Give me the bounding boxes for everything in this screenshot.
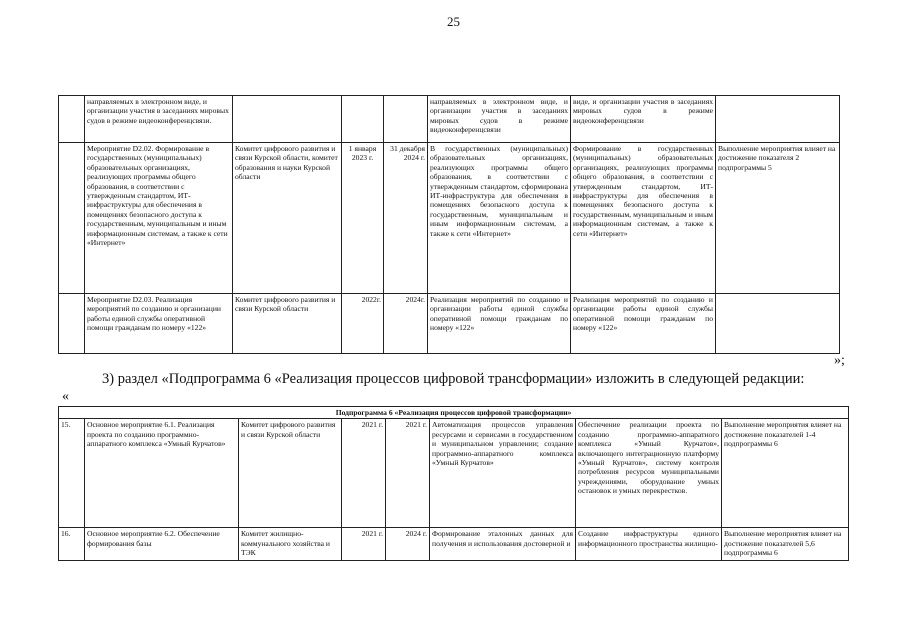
event-cell: Основное мероприятие 6.1. Реализация проекта по созданию программно-аппаратного комплекса «Умный Курчатов» [85, 419, 239, 528]
end-date-cell: 2024 г. [386, 528, 430, 561]
start-date-cell: 2021 г. [342, 528, 386, 561]
event-cell: направляемых в электронном виде, и организации участия в заседаниях мировых судов в режиме видеоконференцсвязи. [85, 96, 233, 143]
bottom-table [58, 406, 849, 561]
indicator-link-cell: Выполнение мероприятия влияет на достижение показателей 5,6 подпрограммы 6 [722, 528, 849, 561]
end-date-cell [384, 96, 428, 143]
event-cell: Мероприятие D2.02. Формирование в государственных (муниципальных) образовательных организациях, реализующих программы общего образования, в соответствии с утвержденным стандартом, ИТ-инфраструктуры для обеспечения в помещениях безопасного доступа к государственным, муниципальным и иным информационным системам, а также к сети «Интернет» [85, 143, 233, 294]
section-heading: 3) раздел «Подпрограмма 6 «Реализация процессов цифровой трансформации» изложить в следующей редакции: [102, 371, 805, 387]
executor-cell [233, 96, 342, 143]
event-cell: Мероприятие D2.03. Реализация мероприятий по созданию и организации работы единой службы оперативной помощи гражданам по номеру «122» [85, 294, 233, 354]
table-row [59, 528, 849, 561]
row-number: 16. [59, 528, 85, 561]
table-title-row [59, 407, 849, 419]
content-cell: Формирование в государственных (муниципальных) образовательных организациях, реализующих программы общего образования, в соответствии с утвержденным стандартом, ИТ-инфраструктуры для обеспечения в помещениях безопасного доступа к государственным, муниципальным и иным информационным системам, а также к сети «Интернет» [571, 143, 716, 294]
start-date-cell [342, 96, 384, 143]
indicator-link-cell [716, 294, 840, 354]
row-number [59, 96, 85, 143]
content-cell: Создание инфраструктуры единого информационного пространства жилищно- [576, 528, 722, 561]
expected-result-cell: В государственных (муниципальных) образовательных организациях, реализующих программы общего образования, в соответствии с утвержденным стандартом, сформирована ИТ-инфраструктура для обеспечения в помещениях безопасного доступа к государственным, муниципальным и иным информационным системам, а также к сети «Интернет» [428, 143, 571, 294]
indicator-link-cell [716, 96, 840, 143]
start-date-cell: 1 января 2023 г. [342, 143, 384, 294]
expected-result-cell: Реализация мероприятий по созданию и организации работы единой службы оперативной помощи гражданам по номеру «122» [428, 294, 571, 354]
end-date-cell: 2024г. [384, 294, 428, 354]
table-row [59, 419, 849, 528]
end-date-cell: 2021 г. [386, 419, 430, 528]
content-cell: Реализация мероприятий по созданию и организации работы единой службы оперативной помощи гражданам по номеру «122» [571, 294, 716, 354]
table-row [59, 294, 840, 354]
indicator-link-cell: Выполнение мероприятия влияет на достижение показателя 2 подпрограммы 5 [716, 143, 840, 294]
row-number [59, 294, 85, 354]
subprogram-title: Подпрограмма 6 «Реализация процессов цифровой трансформации» [59, 407, 849, 419]
end-date-cell: 31 декабря 2024 г. [384, 143, 428, 294]
row-number [59, 143, 85, 294]
expected-result-cell: направляемых в электронном виде, и организации участия в заседаниях мировых судов в режиме видеоконференцсвязи [428, 96, 571, 143]
content-cell: Обеспечение реализации проекта по созданию программно-аппаратного комплекса «Умный Курчатов», включающего интеграционную платформу «Умный Курчатов», систему контроля потребления ресурсов муниципальными учреждениями, оборудование умных остановок и умных перекрестков. [576, 419, 722, 528]
closing-mark: »; [834, 353, 845, 368]
indicator-link-cell: Выполнение мероприятия влияет на достижение показателей 1-4 подпрограммы 6 [722, 419, 849, 528]
row-number: 15. [59, 419, 85, 528]
start-date-cell: 2021 г. [342, 419, 386, 528]
executor-cell: Комитет жилищно-коммунального хозяйства и ТЭК [239, 528, 342, 561]
executor-cell: Комитет цифрового развития и связи Курской области, комитет образования и науки Курской области [233, 143, 342, 294]
top-table [58, 95, 840, 354]
executor-cell: Комитет цифрового развития и связи Курской области [239, 419, 342, 528]
content-cell: виде, и организации участия в заседаниях мировых судов в режиме видеоконференцсвязи [571, 96, 716, 143]
start-date-cell: 2022г. [342, 294, 384, 354]
event-cell: Основное мероприятие 6.2. Обеспечение формирования базы [85, 528, 239, 561]
expected-result-cell: Формирование эталонных данных для получения и использования достоверной и [430, 528, 576, 561]
table-row [59, 143, 840, 294]
table-row [59, 96, 840, 143]
open-quote: « [62, 389, 69, 404]
page-number: 25 [447, 14, 460, 29]
executor-cell: Комитет цифрового развития и связи Курской области [233, 294, 342, 354]
expected-result-cell: Автоматизация процессов управления ресурсами и сервисами в государственном и муниципальном управлении; создание программно-аппаратного комплекса «Умный Курчатов» [430, 419, 576, 528]
